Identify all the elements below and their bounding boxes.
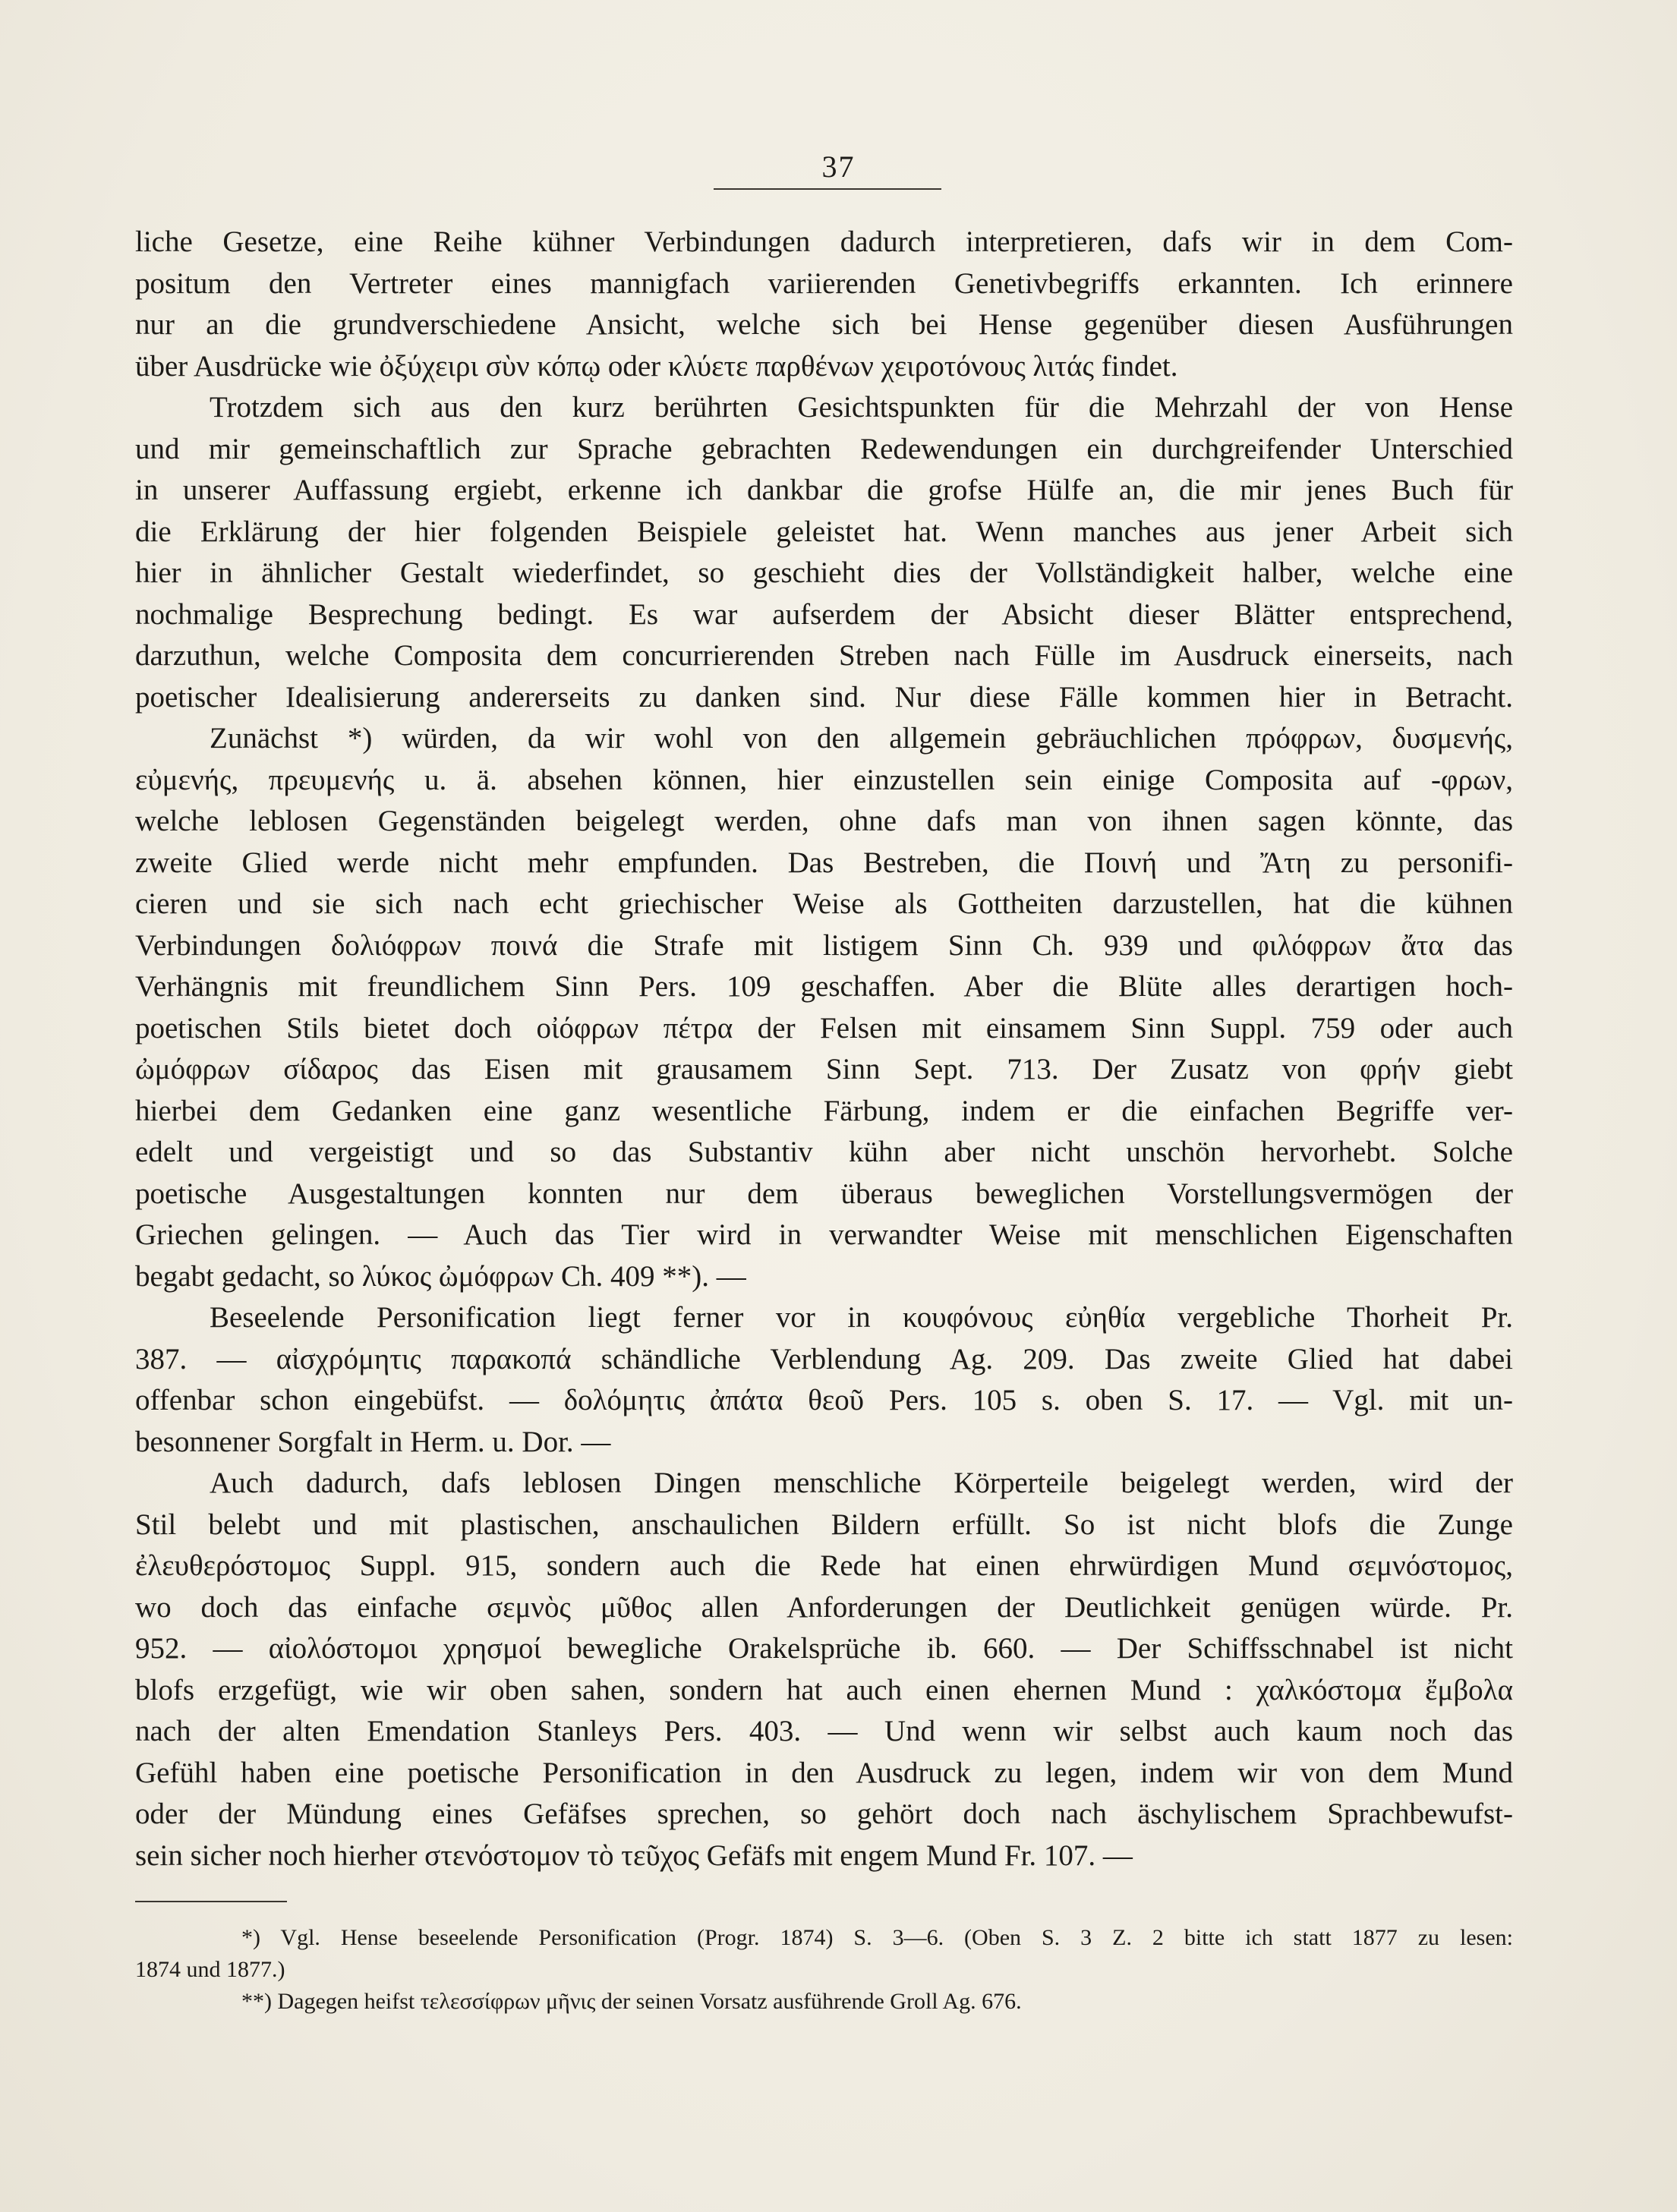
text-line: offenbar schon eingebüfst. — δολόμητις ἀπάτα θεοῦ Pers. 105 s. oben S. 17. — Vgl. mit un- [135, 1384, 1513, 1416]
text-line: ὠμόφρων σίδαρος das Eisen mit grausamem Sinn Sept. 713. Der Zusatz von φρήν giebt [135, 1053, 1513, 1086]
text-line: Verbindungen δολιόφρων ποινά die Strafe mit listigem Sinn Ch. 939 und φιλόφρων ἄτα das [135, 928, 1513, 962]
text-line: hierbei dem Gedanken eine ganz wesentliche Färbung, indem er die einfachen Begriffe ver- [135, 1094, 1513, 1127]
page-number: 37 [821, 150, 856, 184]
footnote-line: 1874 und 1877.) [135, 1957, 285, 1982]
text-line: blofs erzgefügt, wie wir oben sahen, sondern hat auch einen ehernen Mund : χαλκόστομα ἔμβολα [135, 1673, 1513, 1706]
text-line: Auch dadurch, dafs leblosen Dingen menschliche Körperteile beigelegt werden, wird der [210, 1467, 1513, 1499]
text-line: poetische Ausgestaltungen konnten nur dem überaus beweglichen Vorstellungsvermögen der [135, 1177, 1513, 1210]
text-line: darzuthun, welche Composita dem concurrierenden Streben nach Fülle im Ausdruck einerseits, nach [135, 639, 1513, 672]
text-line: die Erklärung der hier folgenden Beispiele geleistet hat. Wenn manches aus jener Arbeit sich [135, 515, 1513, 548]
text-line: Griechen gelingen. — Auch das Tier wird in verwandter Weise mit menschlichen Eigenschaften [135, 1218, 1513, 1251]
footnote-line: *) Vgl. Hense beseelende Personification (Progr. 1874) S. 3—6. (Oben S. 3 Z. 2 bitte ich statt 1877 zu lesen: [241, 1925, 1513, 1950]
text-line: oder der Mündung eines Gefäfses sprechen, so gehört doch nach äschylischem Sprachbewufst- [135, 1798, 1513, 1830]
footnotes [135, 1922, 1513, 2018]
body-text [135, 222, 1513, 1876]
text-line: Beseelende Personification liegt ferner vor in κουφόνους εὐηθία vergebliche Thorheit Pr. [210, 1301, 1513, 1334]
text-line: nochmalige Besprechung bedingt. Es war aufserdem der Absicht dieser Blätter entsprechend, [135, 597, 1513, 631]
page-number-rule [714, 188, 941, 190]
text-line: und mir gemeinschaftlich zur Sprache gebrachten Redewendungen ein durchgreifender Unterschied [135, 432, 1513, 465]
text-line: hier in ähnlicher Gestalt wiederfindet, so geschieht dies der Vollständigkeit halber, welche eine [135, 556, 1513, 589]
text-line: edelt und vergeistigt und so das Substantiv kühn aber nicht unschön hervorhebt. Solche [135, 1136, 1513, 1168]
text-line: wo doch das einfache σεμνὸς μῦθος allen Anforderungen der Deutlichkeit genügen würde. Pr. [135, 1590, 1513, 1624]
text-line: positum den Vertreter eines mannigfach variierenden Genetivbegriffs erkannten. Ich erinnere [135, 266, 1513, 300]
text-line: nach der alten Emendation Stanleys Pers. 403. — Und wenn wir selbst auch kaum noch das [135, 1715, 1513, 1747]
footnote-rule [135, 1901, 287, 1902]
text-line: cieren und sie sich nach echt griechischer Weise als Gottheiten darzustellen, hat die kühnen [135, 887, 1513, 920]
text-line: welche leblosen Gegenständen beigelegt werden, ohne dafs man von ihnen sagen könnte, das [135, 805, 1513, 837]
text-line: in unserer Auffassung ergiebt, erkenne ich dankbar die grofse Hülfe an, die mir jenes Buch für [135, 474, 1513, 506]
text-line: Stil belebt und mit plastischen, anschaulichen Bildern erfüllt. So ist nicht blofs die Zunge [135, 1508, 1513, 1541]
footnote-line: **) Dagegen heifst τελεσσίφρων μῆνις der seinen Vorsatz ausführende Groll Ag. 676. [241, 1989, 1022, 2014]
text-line: begabt gedacht, so λύκος ὠμόφρων Ch. 409 **). — [135, 1259, 746, 1293]
text-line: εὐμενής, πρευμενής u. ä. absehen können, hier einzustellen sein einige Composita auf -φρων, [135, 763, 1513, 796]
text-line: zweite Glied werde nicht mehr empfunden. Das Bestreben, die Ποινή und Ἄτη zu personifi- [135, 846, 1513, 879]
text-line: Gefühl haben eine poetische Personification in den Ausdruck zu legen, indem wir von dem Mund [135, 1756, 1513, 1789]
text-line: besonnener Sorgfalt in Herm. u. Dor. — [135, 1425, 611, 1458]
text-line: poetischer Idealisierung andererseits zu danken sind. Nur diese Fälle kommen hier in Betracht. [135, 680, 1513, 714]
text-line: nur an die grundverschiedene Ansicht, welche sich bei Hense gegenüber diesen Ausführungen [135, 308, 1513, 341]
text-line: über Ausdrücke wie ὀξύχειρι σὺν κόπῳ oder κλύετε παρθένων χειροτόνους λιτάς findet. [135, 349, 1178, 383]
text-line: 387. — αἰσχρόμητις παρακοπά schändliche Verblendung Ag. 209. Das zweite Glied hat dabei [135, 1342, 1513, 1375]
text-line: 952. — αἰολόστομοι χρησμοί bewegliche Orakelsprüche ib. 660. — Der Schiffsschnabel ist nicht [135, 1632, 1513, 1665]
text-line: ἐλευθερόστομος Suppl. 915, sondern auch die Rede hat einen ehrwürdigen Mund σεμνόστομος, [135, 1549, 1513, 1582]
text-line: Verhängnis mit freundlichem Sinn Pers. 109 geschaffen. Aber die Blüte alles derartigen hoch- [135, 970, 1513, 1003]
text-line: Trotzdem sich aus den kurz berührten Gesichtspunkten für die Mehrzahl der von Hense [210, 391, 1513, 424]
text-line: poetischen Stils bietet doch οἰόφρων πέτρα der Felsen mit einsamem Sinn Suppl. 759 oder auch [135, 1011, 1513, 1045]
text-line: Zunächst *) würden, da wir wohl von den allgemein gebräuchlichen πρόφρων, δυσμενής, [210, 722, 1513, 755]
text-line: sein sicher noch hierher στενόστομον τὸ τεῦχος Gefäfs mit engem Mund Fr. 107. — [135, 1839, 1133, 1872]
text-line: liche Gesetze, eine Reihe kühner Verbindungen dadurch interpretieren, dafs wir in dem Com- [135, 225, 1513, 258]
